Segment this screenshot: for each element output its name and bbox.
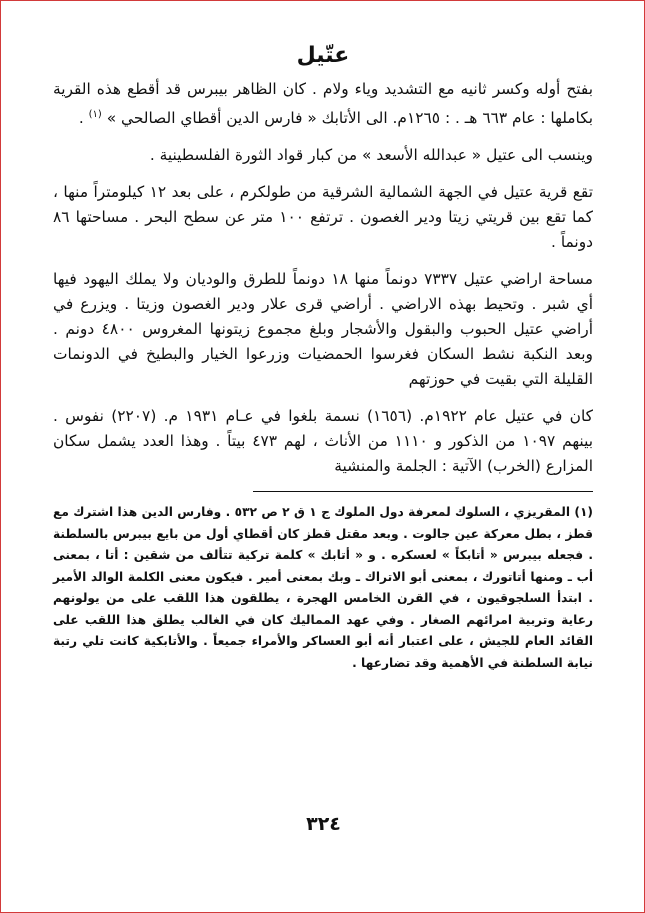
paragraph-tail: .	[78, 109, 89, 128]
page-content	[53, 41, 593, 674]
paragraph-population: كان في عتيل عام ١٩٢٢م. (١٦٥٦) نسمة بلغوا في عـام ١٩٣١ م. (٢٢٠٧) نفوس . بينهم ١٠٩٧ من الذكور و ١١١٠ من الأناث ، لهم ٤٧٣ بيتاً . وهذا العدد يشمل سكان المزارع (الخرب) الآتية : الجلمة والمنشية	[53, 407, 593, 476]
entry-title: عتّيل	[296, 43, 350, 68]
footnote-text: (١) المقريزي ، السلوك لمعرفة دول الملوك ج ١ ق ٢ ص ٥٣٢ . وفارس الدين هذا اشترك مع قطز ، بطل معركة عين جالوت . وبعد مقتل قطز كان أقطاي أول من بايع بيبرس بالسلطنة . فجعله بيبرس « أتابكاً » لعسكره . و « أتابك » كلمة تركية تتألف من شقين : أتا ، بمعنى أب ـ ومنها أتاتورك ، بمعنى أبو الاتراك ـ وبك بمعنى أمير . فيكون معنى الكلمة الوالد الأمير . ابتدأ السلجوقيون ، في القرن الخامس الهجرة ، يطلقون هذا اللقب على من يولونهم رعاية وتربية امرائهم الصغار . وفي عهد المماليك كان في الغالب يطلق هذا اللقب على القائد العام للجيش ، على اعتبار أنه أبو العساكر والأمراء جميعاً . والأتابكية كانت تلي رتبة نيابة السلطنة في الأهمية وقد تضارعها .	[53, 505, 593, 670]
footnote-divider	[253, 491, 593, 492]
paragraph-etymology	[53, 77, 593, 131]
footnote-reference[interactable]: (١)	[88, 109, 102, 120]
paragraph-lands: مساحة اراضي عتيل ٧٣٣٧ دونماً منها ١٨ دونماً للطرق والوديان ولا يملك اليهود فيها أي شبر . وتحيط بهذه الاراضي . أراضي قرى علار ودير الغصون وزيتا . ويزرع في أراضي عتيل الحبوب والبقول والأشجار وبلغ مجموع زيتونها المغروس ٤٨٠٠ دونم . وبعد النكبة نشط السكان فغرسوا الحمضيات وزرعوا الخيار والبطيخ في الدونمات القليلة التي بقيت في حوزتهم	[53, 270, 593, 389]
paragraph-location: تقع قرية عتيل في الجهة الشمالية الشرقية من طولكرم ، على بعد ١٢ كيلومتراً منها ، كما تقع بين قريتي زيتا ودير الغصون . ترتفع ١٠٠ متر عن سطح البحر . مساحتها ٨٦ دونماً .	[53, 183, 593, 252]
page-number: ٣٢٤	[306, 813, 341, 835]
paragraph-notable-person: وينسب الى عتيل « عبدالله الأسعد » من كبار قواد الثورة الفلسطينية .	[149, 146, 593, 165]
paragraph-text: بفتح أوله وكسر ثانيه مع التشديد وياء ولام . كان الظاهر بيبرس قد أقطع هذه القرية بكاملها : عام ٦٦٣ هـ . : ١٢٦٥م. الى الأتابك « فارس الدين أقطاي الصالحي »	[53, 80, 593, 128]
